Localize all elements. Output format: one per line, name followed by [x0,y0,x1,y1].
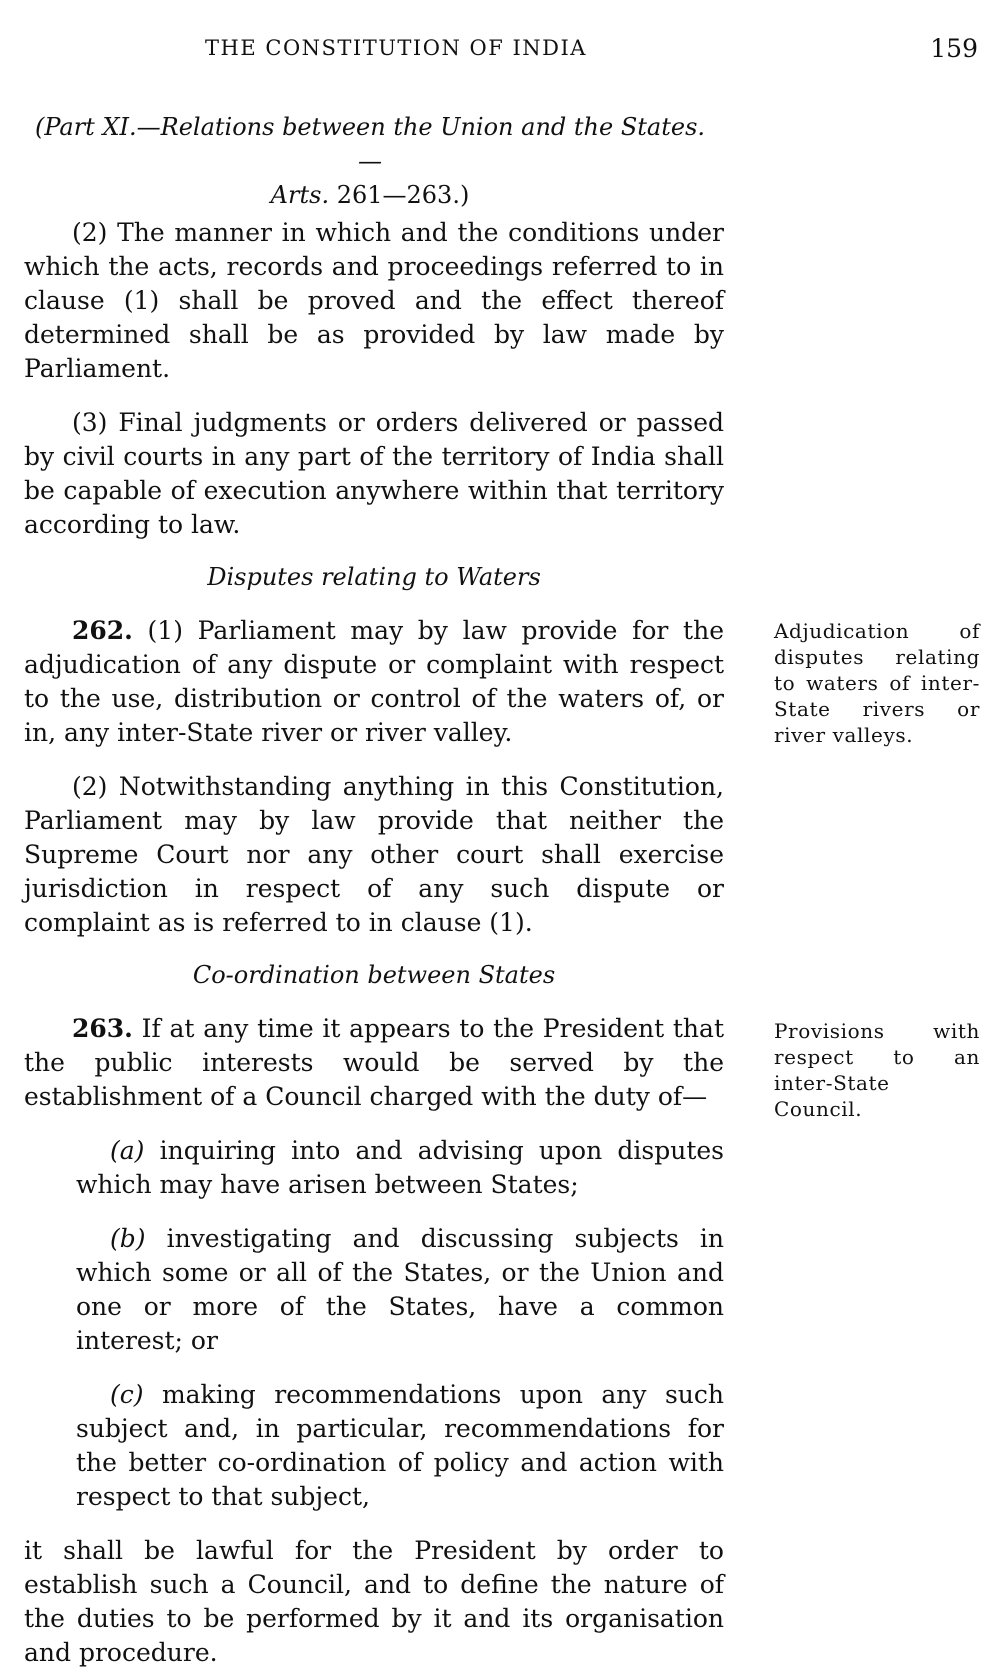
heading-disputes-waters: Disputes relating to Waters [207,563,541,591]
part-heading-arts-range: 261—263.) [329,181,470,209]
art263-closing: it shall be lawful for the President by order to establish such a Council, and to define the nature of the duties to be performed by it and its organisation and procedure. [24,1536,724,1667]
item-b-label: (b) [110,1224,146,1253]
item-c-label: (c) [110,1380,144,1409]
part-heading-line-2 [24,178,716,212]
item-a-label: (a) [110,1136,145,1165]
part-heading [24,110,716,212]
art263-item-c [76,1378,724,1514]
art263-intro-text: If at any time it appears to the President that the public interests would be served by the establishment of a Council charged with the duty of— [24,1014,724,1111]
part-heading-arts-label: Arts. [270,181,330,209]
art262-clause-2: (2) Notwithstanding anything in this Constitution, Parliament may by law provide that neither the Supreme Court nor any other court shall exercise jurisdiction in respect of any such dispute or complaint as is referred to in clause (1). [24,772,724,937]
heading-coordination-states: Co-ordination between States [192,961,556,989]
art263-number: 263. [72,1014,133,1043]
art261-clause-2: (2) The manner in which and the conditions under which the acts, records and proceedings referred to in clause (1) shall be proved and the effect thereof determined shall be as provided by law made by Parliament. [24,218,724,383]
marginal-note-263: Provisions with respect to an inter-State Council. [774,1019,980,1121]
page-number: 159 [930,34,978,63]
item-c-text: making recommendations upon any such subject and, in particular, recommendations for the better co-ordination of policy and action with respect to that subject, [76,1380,724,1511]
item-a-text: inquiring into and advising upon disputes which may have arisen between States; [76,1136,724,1199]
art263-intro [24,1012,724,1114]
art262-number: 262. [72,616,133,645]
item-b-text: investigating and discussing subjects in which some or all of the States, or the Union and one or more of the States, have a common interest; or [76,1224,724,1355]
art261-clause-3: (3) Final judgments or orders delivered or passed by civil courts in any part of the territory of India shall be capable of execution anywhere within that territory according to law. [24,408,724,539]
marginal-note-262: Adjudication of disputes relating to waters of inter-State rivers or river valleys. [774,619,980,747]
main-text-column [24,216,724,1670]
art263-item-a [76,1134,724,1202]
art262-clause-1 [24,614,724,750]
running-title: THE CONSTITUTION OF INDIA [205,36,587,60]
art262-clause-1-text: (1) Parliament may by law provide for the adjudication of any dispute or complaint with respect to the use, distribution or control of the waters of, or in, any inter-State river or river valley. [24,616,724,747]
art263-item-b [76,1222,724,1358]
part-heading-line-1: (Part XI.—Relations between the Union and the States.— [34,113,706,175]
